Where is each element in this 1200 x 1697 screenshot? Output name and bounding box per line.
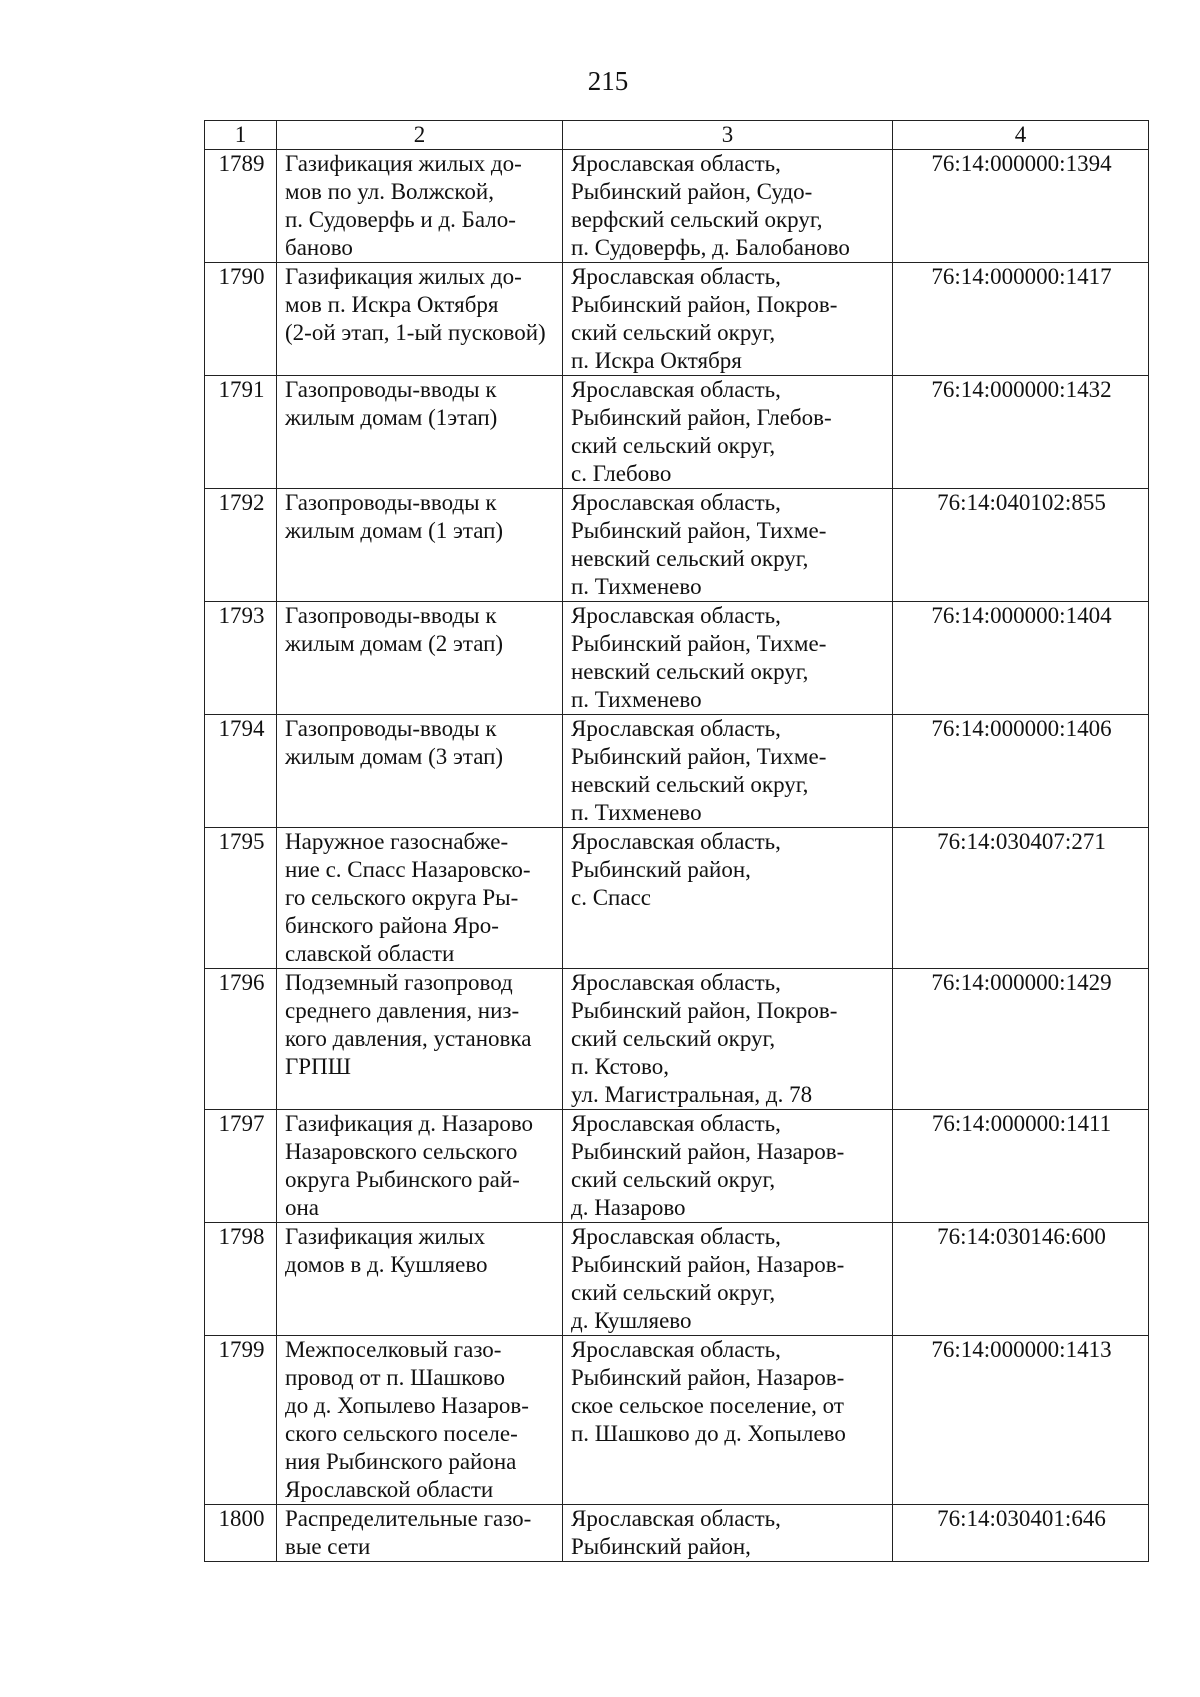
- table-row: [205, 263, 1149, 376]
- table-row: [205, 489, 1149, 602]
- cadastral-number: 76:14:040102:855: [893, 489, 1149, 602]
- row-number: 1799: [205, 1336, 277, 1505]
- cadastral-number: 76:14:000000:1413: [893, 1336, 1149, 1505]
- row-number: 1789: [205, 150, 277, 263]
- object-name: Межпоселковый газо- провод от п. Шашково до д. Хопылево Назаров- ского сельского поселе- ния Рыбинского района Ярославской области: [277, 1336, 563, 1505]
- object-name: Газификация д. Назарово Назаровского сельского округа Рыбинского рай- она: [277, 1110, 563, 1223]
- object-address: Ярославская область, Рыбинский район, Назаров- ский сельский округ, д. Назарово: [563, 1110, 893, 1223]
- object-address: Ярославская область, Рыбинский район,: [563, 1505, 893, 1562]
- table-row: [205, 828, 1149, 969]
- table-row: [205, 1110, 1149, 1223]
- page-number: 215: [587, 66, 629, 96]
- object-name: Подземный газопровод среднего давления, низ- кого давления, установка ГРПШ: [277, 969, 563, 1110]
- row-number: 1800: [205, 1505, 277, 1562]
- object-address: Ярославская область, Рыбинский район, Назаров- ский сельский округ, д. Кушляево: [563, 1223, 893, 1336]
- row-number: 1796: [205, 969, 277, 1110]
- column-header-3: 3: [563, 121, 893, 150]
- cadastral-number: 76:14:030407:271: [893, 828, 1149, 969]
- column-header-1: 1: [205, 121, 277, 150]
- header-row: [205, 121, 1149, 150]
- object-address: Ярославская область, Рыбинский район, с. Спасс: [563, 828, 893, 969]
- row-number: 1798: [205, 1223, 277, 1336]
- object-address: Ярославская область, Рыбинский район, Покров- ский сельский округ, п. Кстово, ул. Магистральная, д. 78: [563, 969, 893, 1110]
- cadastral-number: 76:14:000000:1429: [893, 969, 1149, 1110]
- cadastral-number: 76:14:030146:600: [893, 1223, 1149, 1336]
- row-number: 1790: [205, 263, 277, 376]
- row-number: 1794: [205, 715, 277, 828]
- object-name: Распределительные газо- вые сети: [277, 1505, 563, 1562]
- table-row: [205, 150, 1149, 263]
- row-number: 1791: [205, 376, 277, 489]
- table-row: [205, 1505, 1149, 1562]
- cadastral-number: 76:14:000000:1404: [893, 602, 1149, 715]
- cadastral-number: 76:14:000000:1432: [893, 376, 1149, 489]
- cadastral-number: 76:14:000000:1394: [893, 150, 1149, 263]
- table-row: [205, 1223, 1149, 1336]
- object-address: Ярославская область, Рыбинский район, Тихме- невский сельский округ, п. Тихменево: [563, 489, 893, 602]
- row-number: 1795: [205, 828, 277, 969]
- object-address: Ярославская область, Рыбинский район, Глебов- ский сельский округ, с. Глебово: [563, 376, 893, 489]
- column-header-4: 4: [893, 121, 1149, 150]
- object-address: Ярославская область, Рыбинский район, Судо- верфский сельский округ, п. Судоверфь, д. Балобаново: [563, 150, 893, 263]
- cadastral-number: 76:14:000000:1417: [893, 263, 1149, 376]
- table-row: [205, 715, 1149, 828]
- object-address: Ярославская область, Рыбинский район, Тихме- невский сельский округ, п. Тихменево: [563, 715, 893, 828]
- object-name: Газопроводы-вводы к жилым домам (2 этап): [277, 602, 563, 715]
- registry-table: [204, 120, 1149, 1562]
- cadastral-number: 76:14:000000:1411: [893, 1110, 1149, 1223]
- object-address: Ярославская область, Рыбинский район, Тихме- невский сельский округ, п. Тихменево: [563, 602, 893, 715]
- object-name: Газификация жилых домов в д. Кушляево: [277, 1223, 563, 1336]
- column-header-2: 2: [277, 121, 563, 150]
- object-name: Газификация жилых до- мов по ул. Волжской, п. Судоверфь и д. Бало- баново: [277, 150, 563, 263]
- table-row: [205, 969, 1149, 1110]
- object-name: Наружное газоснабже- ние с. Спасс Назаровско- го сельского округа Ры- бинского района Яро- славской области: [277, 828, 563, 969]
- cadastral-number: 76:14:000000:1406: [893, 715, 1149, 828]
- row-number: 1793: [205, 602, 277, 715]
- object-name: Газопроводы-вводы к жилым домам (1этап): [277, 376, 563, 489]
- object-name: Газификация жилых до- мов п. Искра Октября (2-ой этап, 1-ый пусковой): [277, 263, 563, 376]
- object-address: Ярославская область, Рыбинский район, Покров- ский сельский округ, п. Искра Октября: [563, 263, 893, 376]
- object-address: Ярославская область, Рыбинский район, Назаров- ское сельское поселение, от п. Шашково до д. Хопылево: [563, 1336, 893, 1505]
- object-name: Газопроводы-вводы к жилым домам (3 этап): [277, 715, 563, 828]
- table-row: [205, 376, 1149, 489]
- cadastral-number: 76:14:030401:646: [893, 1505, 1149, 1562]
- object-name: Газопроводы-вводы к жилым домам (1 этап): [277, 489, 563, 602]
- row-number: 1792: [205, 489, 277, 602]
- table-row: [205, 602, 1149, 715]
- row-number: 1797: [205, 1110, 277, 1223]
- table-row: [205, 1336, 1149, 1505]
